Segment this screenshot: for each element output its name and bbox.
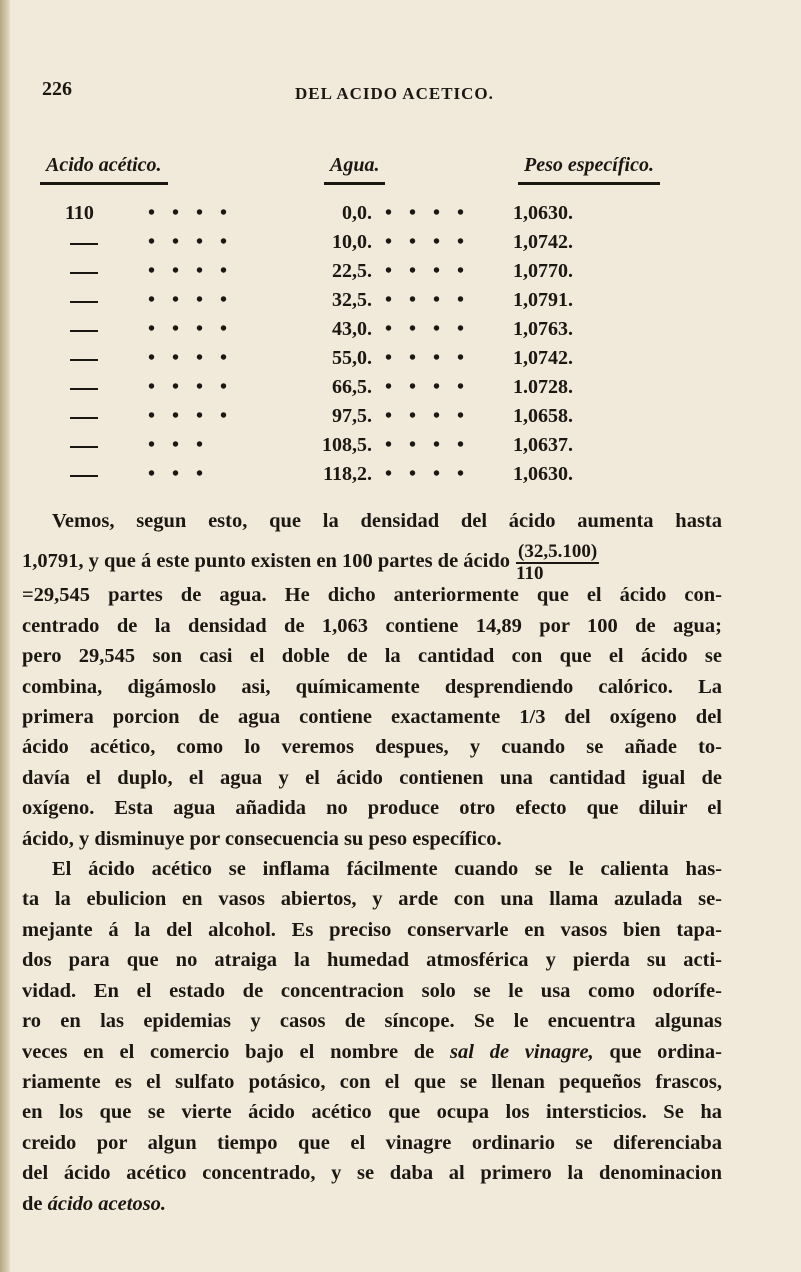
ditto-dash (70, 243, 98, 245)
ditto-dash (70, 359, 98, 361)
text-line-with-italic (22, 1037, 722, 1067)
weight-cell: 1,0637. (513, 434, 573, 456)
leader-dots: • • • • (385, 202, 471, 224)
body-text (22, 506, 722, 1219)
ditto-dash (70, 475, 98, 477)
table-row (0, 376, 801, 406)
text-line: vidad. En el estado de concentracion solo se le usa como odorífe- (22, 979, 722, 1002)
leader-dots: • • • • (148, 260, 234, 282)
ditto-dash (70, 388, 98, 390)
ditto-dash (70, 330, 98, 332)
text-fragment: veces en el comercio bajo el nombre de (22, 1040, 451, 1063)
text-line: ácido acético, como lo veremos despues, y cuando se añade to- (22, 736, 722, 759)
weight-cell: 1,0630. (513, 202, 573, 224)
column-header-water-label: Agua. (330, 154, 380, 176)
page-edge (0, 0, 10, 1272)
water-cell: 108,5. (322, 434, 372, 456)
weight-cell: 1,0763. (513, 318, 573, 340)
table-row (0, 260, 801, 290)
leader-dots: • • • (148, 434, 210, 456)
italic-term: sal de vinagre, (450, 1040, 594, 1063)
text-line: en los que se vierte ácido acético que ocupa los intersticios. Se ha (22, 1101, 722, 1124)
table-row (0, 231, 801, 261)
text-line: ta la ebulicion en vasos abiertos, y arde con una llama azulada se- (22, 888, 722, 911)
leader-dots: • • • • (385, 376, 471, 398)
weight-cell: 1,0742. (513, 347, 573, 369)
leader-dots: • • • • (385, 318, 471, 340)
leader-dots: • • • (148, 463, 210, 485)
water-cell: 43,0. (332, 318, 372, 340)
table-row (0, 289, 801, 319)
text-line: centrado de la densidad de 1,063 contiene 14,89 por 100 de agua; (22, 614, 722, 637)
leader-dots: • • • • (148, 202, 234, 224)
text-line: mejante á la del alcohol. Es preciso conservarle en vasos bien tapa- (22, 918, 722, 941)
leader-dots: • • • • (148, 289, 234, 311)
leader-dots: • • • • (148, 231, 234, 253)
water-cell: 22,5. (332, 260, 372, 282)
leader-dots: • • • • (385, 260, 471, 282)
water-cell: 10,0. (332, 231, 372, 253)
column-header-water (330, 154, 379, 177)
ditto-dash (70, 272, 98, 274)
leader-dots: • • • • (385, 434, 471, 456)
table-row (0, 405, 801, 435)
weight-cell: 1,0791. (513, 289, 573, 311)
column-rule (324, 182, 385, 185)
weight-cell: 1,0630. (513, 463, 573, 485)
fraction-denominator: 110 (516, 562, 544, 584)
table-row (0, 463, 801, 493)
text-line-with-fraction (22, 536, 722, 584)
water-cell: 55,0. (332, 347, 372, 369)
text-line: ro en las epidemias y casos de síncope. Se le encuentra algunas (22, 1010, 722, 1033)
column-rule (40, 182, 168, 185)
water-cell: 97,5. (332, 405, 372, 427)
text-line: riamente es el sulfato potásico, con el que se llenan pequeños frascos, (22, 1070, 722, 1093)
text-line: primera porcion de agua contiene exactamente 1/3 del oxígeno del (22, 706, 722, 729)
fraction (516, 542, 599, 584)
leader-dots: • • • • (148, 347, 234, 369)
page-number: 226 (42, 78, 72, 100)
weight-cell: 1,0742. (513, 231, 573, 253)
weight-cell: 1,0770. (513, 260, 573, 282)
italic-term: ácido acetoso. (47, 1192, 167, 1215)
water-cell: 66,5. (332, 376, 372, 398)
text-fragment: de (22, 1192, 48, 1215)
leader-dots: • • • • (385, 463, 471, 485)
column-rule (518, 182, 660, 185)
column-header-specific-weight (524, 154, 654, 177)
text-line: El ácido acético se inflama fácilmente cuando se le calienta has- (52, 858, 722, 881)
ditto-dash (70, 446, 98, 448)
fraction-numerator: (32,5.100) (518, 540, 598, 562)
column-header-acid (46, 154, 162, 177)
ditto-dash (70, 301, 98, 303)
column-header-weight-label: Peso específico. (524, 154, 654, 176)
table-row (0, 434, 801, 464)
leader-dots: • • • • (385, 347, 471, 369)
table-row (0, 202, 801, 232)
text-line: creido por algun tiempo que el vinagre ordinario se diferenciaba (22, 1131, 722, 1154)
acid-cell: 110 (65, 202, 94, 224)
leader-dots: • • • • (148, 405, 234, 427)
text-line: oxígeno. Esta agua añadida no produce otro efecto que diluir el (22, 797, 722, 820)
weight-cell: 1.0728. (513, 376, 573, 398)
leader-dots: • • • • (148, 318, 234, 340)
text-line: =29,545 partes de agua. He dicho anteriormente que el ácido con- (22, 584, 722, 607)
text-line: pero 29,545 son casi el doble de la cantidad con que el ácido se (22, 645, 722, 668)
text-line: Vemos, segun esto, que la densidad del ácido aumenta hasta (52, 510, 722, 532)
text-line: del ácido acético concentrado, y se daba al primero la denominacion (22, 1162, 722, 1185)
weight-cell: 1,0658. (513, 405, 573, 427)
text-line-with-italic (22, 1189, 722, 1219)
page-header (0, 78, 801, 108)
table-row (0, 318, 801, 348)
water-cell: 32,5. (332, 289, 372, 311)
column-header-acid-label: Acido acético. (46, 154, 162, 176)
table-row (0, 347, 801, 377)
text-line: 1,0791, y que á este punto existen en 100 partes de ácido (22, 550, 511, 573)
ditto-dash (70, 417, 98, 419)
running-head: DEL ACIDO ACETICO. (295, 84, 494, 103)
water-cell: 0,0. (342, 202, 372, 224)
text-fragment: que ordina- (593, 1040, 722, 1063)
leader-dots: • • • • (385, 289, 471, 311)
leader-dots: • • • • (385, 231, 471, 253)
text-line: dos para que no atraiga la humedad atmosférica y pierda su acti- (22, 949, 722, 972)
text-line: davía el duplo, el agua y el ácido contienen una cantidad igual de (22, 766, 722, 789)
leader-dots: • • • • (385, 405, 471, 427)
water-cell: 118,2. (323, 463, 372, 485)
leader-dots: • • • • (148, 376, 234, 398)
text-line: ácido, y disminuye por consecuencia su peso específico. (22, 827, 502, 850)
text-line: combina, digámoslo asi, químicamente desprendiendo calórico. La (22, 675, 722, 698)
